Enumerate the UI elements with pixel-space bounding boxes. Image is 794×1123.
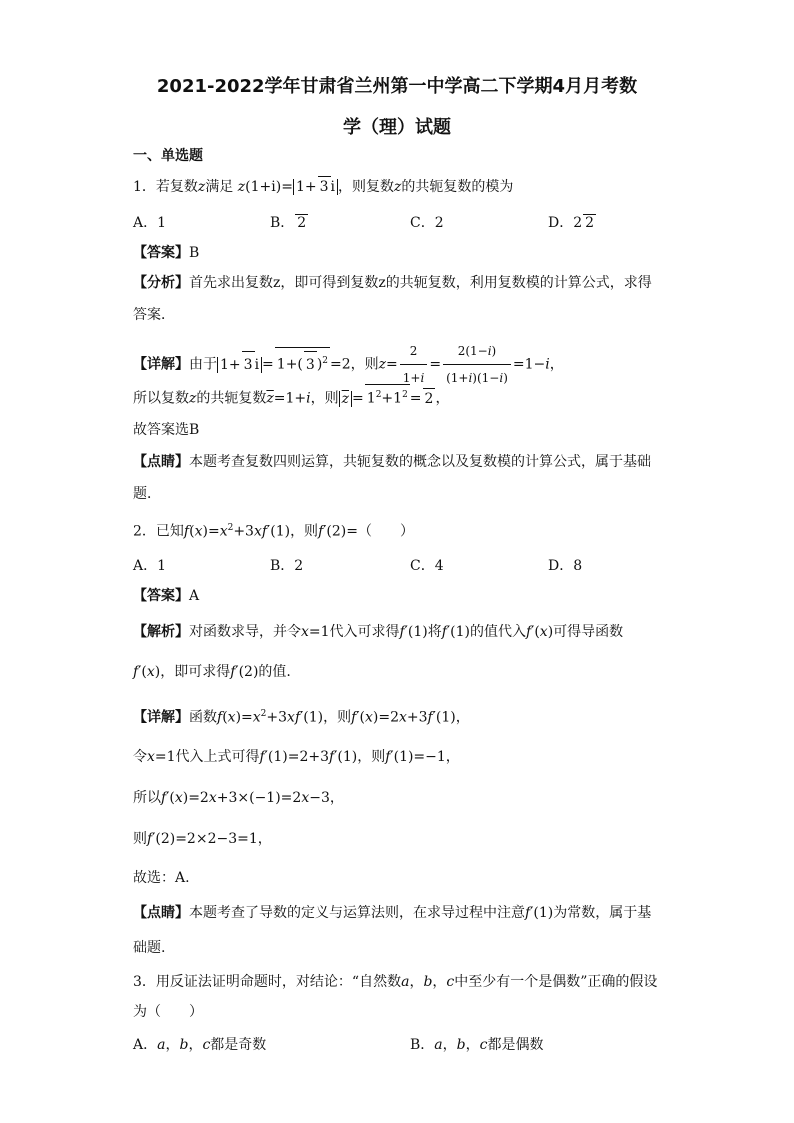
- question-2-stem: 2．已知$f(x)=x^2+3xf'(1)$，则f′(2)=（ ）: [133, 523, 414, 540]
- q2-comment-cont: 础题.: [133, 940, 166, 956]
- q1-comment-cont: 题．: [133, 486, 161, 502]
- q2-detail-4: 则f′(2)=2×2−3=1，: [133, 831, 272, 847]
- q1-answer: 【答案】B: [133, 245, 200, 261]
- page-title: 2021-2022学年甘肃省兰州第一中学高二下学期4月月考数: [156, 76, 638, 97]
- q1-option-b: B． 2: [270, 215, 307, 231]
- q1-detail: 【详解】由于 1+ 3 i = 1+( 3 )$^2$ =2，则z= $\frac{2}{1+i}$ = $\frac{2(1-i)}{(1+i)(1-i)}$ =1−i，: [133, 338, 564, 391]
- page-title-line2: 学（理）试题: [343, 117, 451, 138]
- question-1-stem: 1．若复数z满足 z(1+i)= 1+ 3 i ，则复数z的共轭复数的模为: [133, 176, 513, 197]
- q1-comment: 【点睛】本题考查复数四则运算，共轭复数的概念以及复数模的计算公式，属于基础: [133, 454, 651, 470]
- q1-analysis-cont: 答案．: [133, 307, 175, 323]
- q1-option-c: C．2: [410, 215, 444, 231]
- q2-analysis-cont: f′(x)，即可求得f′(2)的值.: [133, 664, 291, 680]
- question-3-stem: 3．用反证法证明命题时，对结论：“自然数a，b，c中至少有一个是偶数”正确的假设: [133, 974, 658, 990]
- q1-option-a: A．1: [133, 215, 167, 231]
- q1-detail-2: 所以复数z的共轭复数$\overline{z}=1+i$，则 $\overline{z} = 1^2+1^2 = 2$ ，: [133, 384, 449, 409]
- q2-answer: 【答案】A: [133, 588, 200, 604]
- q1-conclusion: 故答案选B: [133, 422, 200, 438]
- q1-option-d: D．2 2: [548, 215, 595, 231]
- q2-detail-3: 所以f′(x)=2x+3×(−1)=2x−3，: [133, 790, 344, 806]
- q2-option-c: C．4: [410, 558, 444, 574]
- q3-option-b: B．a，b，c都是偶数: [410, 1037, 544, 1053]
- q2-detail: 【详解】函数$f(x)=x^2+3xf'(1)$，则f′(x)=2x+3f′(1)，: [133, 709, 470, 726]
- section-heading: 一、单选题: [133, 148, 203, 164]
- q2-option-b: B．2: [270, 558, 304, 574]
- q2-comment: 【点睛】本题考查了导数的定义与运算法则，在求导过程中注意f′(1)为常数，属于基: [133, 905, 652, 921]
- q2-conclusion: 故选：A.: [133, 870, 190, 886]
- q1-analysis: 【分析】首先求出复数z，即可得到复数z的共轭复数，利用复数模的计算公式，求得: [133, 275, 652, 291]
- q2-option-a: A．1: [133, 558, 167, 574]
- q3-option-a: A．a，b，c都是奇数: [133, 1037, 267, 1053]
- q2-option-d: D．8: [548, 558, 583, 574]
- q2-detail-2: 令x=1代入上式可得f′(1)=2+3f′(1)，则f′(1)=−1，: [133, 749, 460, 765]
- q2-analysis: 【解析】对函数求导，并令x=1代入可求得f′(1)将f′(1)的值代入f′(x)可得导函数: [133, 624, 624, 640]
- question-3-stem-cont: 为（ ）: [133, 1004, 203, 1020]
